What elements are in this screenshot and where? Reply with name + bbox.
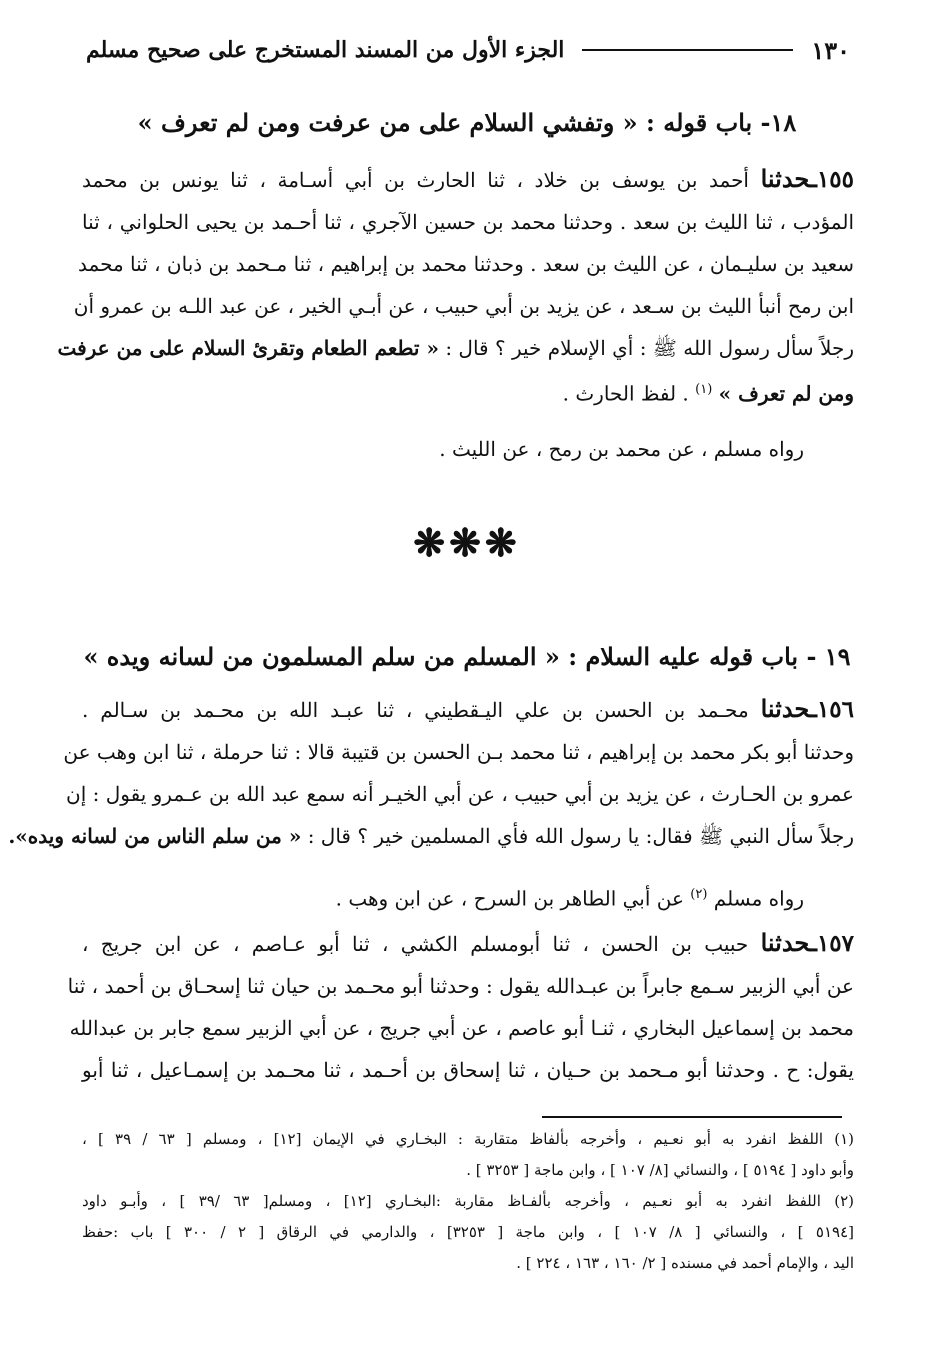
hadith-155-line-2: المؤدب ، ثنا الليث بن سعد . وحدثنا محمد بن حسين الآجري ، ثنا أحـمد بن يحيى الحلواني ، ثنا: [82, 210, 854, 234]
footnote-2-line-2: [٥١٩٤ ] ، والنسائي [ ٨/ ١٠٧ ] ، وابن ماجة [ ٣٢٥٣] ، والدارمي في الرقاق [ ٢ / ٣٠٠ ] باب :حفظ: [82, 1223, 854, 1241]
footnote-ref-2: (٢): [690, 887, 708, 902]
hadith-156: [8, 688, 855, 857]
header-rule: [582, 49, 793, 51]
prophetic-text: ومن لم تعرف »: [718, 381, 854, 406]
haddathana-word: ـحدثنا: [760, 164, 817, 193]
text-run: محـمد بن الحسن بن علي اليـقطيني ، ثنا عبـد الله بن محـمد بن سـالم .: [82, 698, 749, 722]
riwaya-155: رواه مسلم ، عن محمد بن رمح ، عن الليث .: [439, 437, 804, 461]
text-run: . لفظ الحارث .: [562, 381, 689, 406]
hadith-156-line-4: [8, 815, 854, 857]
hadith-156-line-3: عمرو بن الحـارث ، عن يزيد بن أبي حبيب ، عن أبي الخيـر أنه سمع عبد الله بن عـمرو يقول : إن: [66, 782, 854, 806]
text-run: رجلاً سأل رسول الله ﷺ : أي الإسلام خير ؟ قال :: [445, 336, 854, 360]
running-header: [86, 30, 850, 70]
footnote-1-line-1: (١) اللفظ انفرد به أبو نعـيم ، وأخرجه بألفاظ متقاربة : البخـاري في الإيمان [١٢] ، ومسلم [ ٦٣ / ٣٩ ] ،: [82, 1130, 854, 1148]
footnotes: [82, 1124, 854, 1279]
hadith-155-line-5: [57, 327, 854, 369]
text-run: أحمد بن يوسف بن خلاد ، ثنا الحارث بن أبي أسـامة ، ثنا يونس بن محمد: [82, 168, 749, 192]
hadith-155: [57, 158, 855, 415]
hadith-157: [67, 922, 854, 1091]
prophetic-text: « تطعم الطعام وتقرئ السلام على من عرفت: [57, 336, 439, 360]
hadith-157-line-3: محمد بن إسماعيل البخاري ، ثنـا أبو عاصم ، عن أبي جريج ، عن أبي الزبير سمع جابر بن عبدالله: [69, 1016, 854, 1040]
section-separator: ❋❋❋: [413, 520, 521, 565]
hadith-157-line-1: [82, 922, 854, 965]
hadith-155-line-1: [82, 158, 854, 201]
haddathana-word: ـحدثنا: [760, 928, 817, 957]
riwaya-156: [100, 878, 804, 916]
prophetic-text: « من سلم الناس من لسانه ويده».: [8, 824, 302, 848]
hadith-155-line-3: سعيد بن سليـمان ، عن الليث بن سعد . وحدثنا محمد بن إبراهيم ، ثنا مـحمد بن ذبان ، ثنا محمد: [78, 252, 854, 276]
hadith-155-line-4: ابن رمح أنبأ الليث بن سـعد ، عن يزيد بن أبي حبيب ، عن أبـي الخير ، عن عبد اللـه بن عمرو أن: [73, 294, 854, 318]
chapter-18-title: ١٨- باب قوله : « وتفشي السلام على من عرفت ومن لم تعرف »: [137, 108, 797, 137]
footnote-2-line-1: (٢) اللفظ انفرد به أبو نعـيم ، وأخرجه بألفـاظ مقاربة :البخـاري [١٢] ، ومسلم[ ٦٣ /٣٩ ] ، وأبـو داود: [82, 1192, 855, 1210]
footnote-ref-1: (١): [695, 382, 713, 397]
footnote-rule: [542, 1116, 842, 1118]
text-run: حبيب بن الحسن ، ثنا أبومسلم الكشي ، ثنا أبو عـاصم ، عن ابن جريج ،: [82, 932, 749, 956]
text-run: رواه مسلم: [713, 886, 804, 911]
hadith-157-line-4: يقول: ح . وحدثنا أبو مـحمد بن حـيان ، ثنا إسحاق بن أحـمد ، ثنا محـمد بن إسمـاعيل ، ثنا أبو: [82, 1058, 854, 1082]
hadith-157-line-2: عن أبي الزبير سـمع جابراً بن عبـدالله يقول : وحدثنا أبو محـمد بن حيان ثنا إسحـاق بن أحمد ، ثنا: [67, 974, 854, 998]
hadith-156-line-1: [82, 688, 854, 731]
chapter-19-title: ١٩ - باب قوله عليه السلام : « المسلم من سلم المسلمون من لسانه ويده »: [83, 642, 851, 671]
haddathana-word: ـحدثنا: [760, 694, 817, 723]
text-run: رجلاً سأل النبي ﷺ فقال: يا رسول الله فأي المسلمين خير ؟ قال :: [307, 824, 854, 848]
footnote-1-line-2: وأبو داود [ ٥١٩٤ ] ، والنسائي [٨/ ١٠٧ ] ، وابن ماجة [ ٣٢٥٣ ] .: [466, 1161, 854, 1179]
footnote-2-line-3: اليد ، والإمام أحمد في مسنده [ ٢/ ١٦٠ ، ١٦٣ ، ٢٢٤ ] .: [516, 1254, 854, 1272]
running-title: الجزء الأول من المسند المستخرج على صحيح مسلم: [86, 37, 565, 63]
page-number: ١٣٠: [811, 35, 850, 65]
hadith-number: ١٥٦: [816, 696, 855, 723]
hadith-156-line-2: وحدثنا أبو بكر محمد بن إبراهيم ، ثنا محمد بـن الحسن بن قتيبة قالا : ثنا حرملة ، ثنا ابن وهب عن: [63, 740, 854, 764]
text-run: عن أبي الطاهر بن السرح ، عن ابن وهب .: [335, 886, 684, 911]
hadith-number: ١٥٧: [816, 930, 854, 957]
hadith-155-line-6: [82, 369, 854, 415]
hadith-number: ١٥٥: [816, 166, 855, 193]
